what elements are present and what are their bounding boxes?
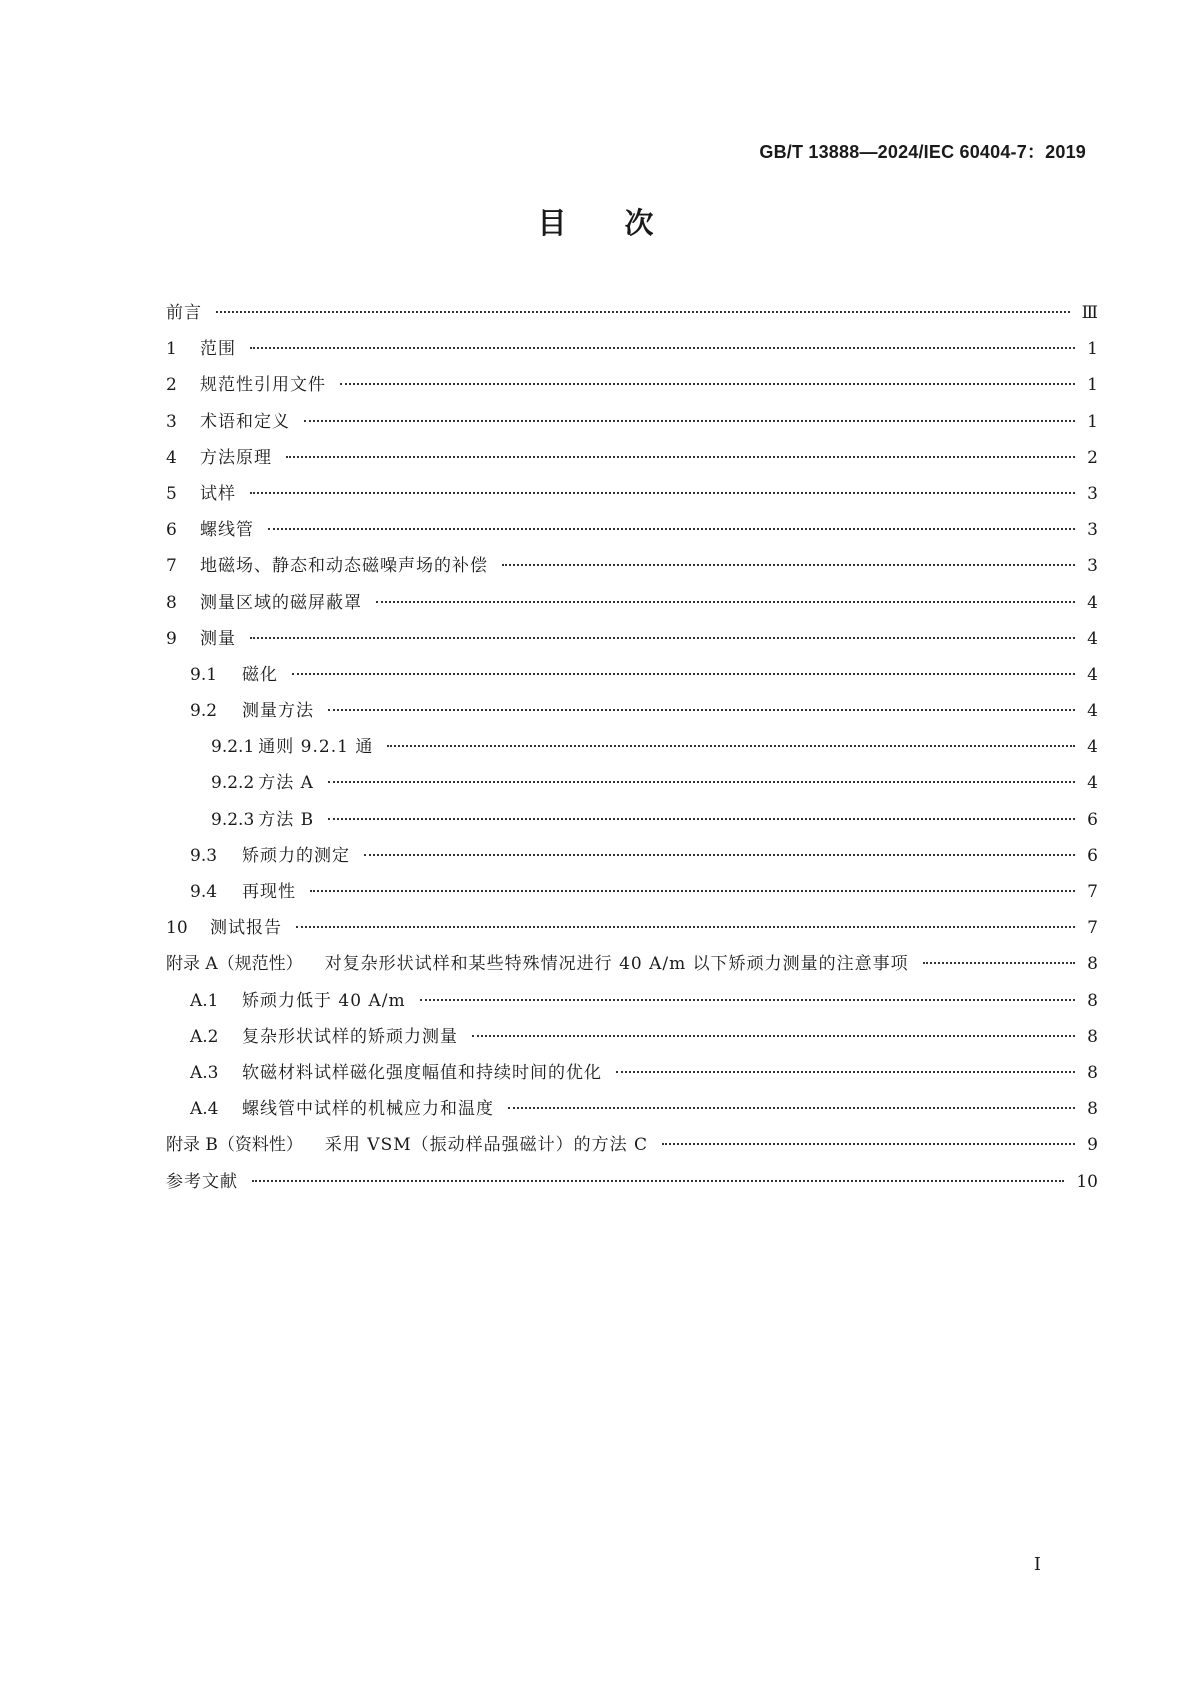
toc-entry-title: 前言	[166, 303, 202, 323]
toc-entry-title: 矫顽力低于 40 A/m	[242, 990, 406, 1011]
toc-entry-title: 参考文献	[166, 1171, 238, 1192]
toc-entry-9-4[interactable]	[166, 881, 1098, 917]
toc-dot-leader	[616, 1071, 1075, 1073]
toc-entry-9[interactable]	[166, 628, 1098, 664]
toc-dot-leader	[250, 637, 1075, 639]
toc-entry-number: 9.2.1	[211, 737, 255, 758]
toc-entry-9-2[interactable]	[166, 700, 1098, 736]
toc-entry-number: 4	[166, 447, 177, 468]
toc-entry-9-2-3[interactable]	[166, 809, 1098, 845]
toc-entry-page: 4	[1087, 701, 1098, 722]
toc-entry-title: 方法原理	[200, 447, 272, 468]
toc-entry-5[interactable]	[166, 483, 1098, 519]
toc-entry-title: 复杂形状试样的矫顽力测量	[242, 1026, 458, 1047]
toc-entry-page: 4	[1087, 664, 1098, 685]
toc-entry-title: 方法 A	[258, 773, 314, 794]
toc-dot-leader	[286, 456, 1075, 458]
toc-dot-leader	[340, 383, 1075, 385]
toc-dot-leader	[923, 962, 1076, 964]
toc-entry-number: A.4	[190, 1099, 219, 1120]
toc-entry-page: 3	[1087, 483, 1098, 504]
toc-entry-number: 9	[166, 628, 177, 649]
toc-entry-a-1[interactable]	[166, 990, 1098, 1026]
standard-code: GB/T 13888—2024/IEC 60404-7：2019	[759, 142, 1086, 162]
page-number: I	[1033, 1554, 1041, 1575]
page-title: 目次	[537, 206, 712, 240]
toc-entry-number: 2	[166, 375, 177, 396]
toc-entry-9-1[interactable]	[166, 664, 1098, 700]
toc-entry-page: 9	[1087, 1135, 1098, 1156]
toc-dot-leader	[250, 347, 1075, 349]
toc-entry-page: 4	[1087, 592, 1098, 613]
toc-entry-number: A.3	[190, 1062, 219, 1083]
toc-entry-number: 9.2	[190, 701, 218, 722]
toc-entry-a-4[interactable]	[166, 1098, 1098, 1134]
toc-entry-title: 磁化	[242, 664, 278, 685]
toc-dot-leader	[502, 564, 1075, 566]
toc-entry-number: 7	[166, 556, 177, 577]
toc-dot-leader	[387, 745, 1075, 747]
toc-dot-leader	[472, 1035, 1075, 1037]
toc-dot-leader	[508, 1107, 1075, 1109]
toc-entry-title: 术语和定义	[200, 411, 290, 432]
toc-entry-page: 3	[1087, 556, 1098, 577]
toc-entry-page: 8	[1087, 1062, 1098, 1083]
toc-entry-title: 地磁场、静态和动态磁噪声场的补偿	[200, 556, 488, 577]
toc-entry-page: 7	[1087, 882, 1098, 902]
toc-entry-title: 螺线管	[200, 520, 254, 541]
toc-entry-page: 1	[1087, 411, 1098, 432]
toc-entry-title: 再现性	[242, 882, 296, 902]
toc-entry-6[interactable]	[166, 519, 1098, 555]
toc-entry-foreword[interactable]	[166, 302, 1098, 338]
toc-dot-leader	[304, 420, 1075, 422]
toc-entry-annex-a[interactable]	[166, 953, 1098, 989]
toc-dot-leader	[292, 673, 1075, 675]
toc-entry-a-2[interactable]	[166, 1026, 1098, 1062]
toc-entry-page: 4	[1087, 737, 1098, 758]
toc-entry-title: 规范性引用文件	[200, 375, 326, 396]
toc-entry-number: 附录 B（资料性）	[166, 1135, 303, 1156]
toc-dot-leader	[268, 528, 1075, 530]
toc-entry-page: 1	[1087, 375, 1098, 396]
toc-dot-leader	[420, 999, 1076, 1001]
toc-entry-page: 4	[1087, 628, 1098, 649]
toc-entry-number: 3	[166, 411, 177, 432]
toc-entry-1[interactable]	[166, 338, 1098, 374]
toc-dot-leader	[296, 926, 1075, 928]
toc-entry-page: 8	[1087, 1026, 1098, 1047]
toc-dot-leader	[252, 1180, 1064, 1182]
toc-entry-9-2-1[interactable]	[166, 736, 1098, 772]
toc-entry-number: 9.1	[190, 664, 218, 685]
toc-entry-title: 对复杂形状试样和某些特殊情况进行 40 A/m 以下矫顽力测量的注意事项	[324, 954, 909, 975]
toc-entry-number: A.2	[190, 1026, 219, 1047]
toc-dot-leader	[310, 890, 1075, 892]
toc-dot-leader	[328, 709, 1075, 711]
toc-entry-number: 10	[166, 918, 188, 939]
toc-entry-9-3[interactable]	[166, 845, 1098, 881]
table-of-contents	[166, 302, 1098, 1207]
toc-entry-title: 试样	[200, 483, 236, 504]
toc-entry-title: 通则 9.2.1 通	[258, 737, 374, 758]
toc-entry-title: 矫顽力的测定	[242, 845, 350, 866]
toc-entry-page: 8	[1087, 954, 1098, 975]
toc-entry-title: 软磁材料试样磁化强度幅值和持续时间的优化	[242, 1062, 602, 1083]
toc-entry-9-2-2[interactable]	[166, 772, 1098, 808]
toc-entry-annex-b[interactable]	[166, 1134, 1098, 1170]
toc-entry-page: 4	[1087, 773, 1098, 794]
toc-entry-title: 测量	[200, 628, 236, 649]
toc-entry-title: 测量区域的磁屏蔽罩	[200, 592, 362, 613]
toc-dot-leader	[328, 818, 1075, 820]
toc-dot-leader	[364, 854, 1075, 856]
toc-entry-title: 范围	[200, 339, 236, 360]
toc-dot-leader	[376, 601, 1075, 603]
toc-entry-page: 10	[1076, 1171, 1098, 1192]
toc-entry-page: 8	[1087, 990, 1098, 1011]
toc-dot-leader	[328, 781, 1075, 783]
toc-entry-page: Ⅲ	[1081, 303, 1098, 323]
toc-entry-page: 1	[1087, 339, 1098, 360]
toc-entry-8[interactable]	[166, 592, 1098, 628]
toc-entry-number: 9.2.3	[211, 809, 255, 830]
toc-entry-number: 9.4	[190, 882, 218, 902]
toc-entry-number: 9.3	[190, 845, 218, 866]
toc-entry-number: 附录 A（规范性）	[166, 954, 303, 975]
toc-entry-page: 3	[1087, 520, 1098, 541]
toc-entry-10[interactable]	[166, 917, 1098, 953]
toc-entry-page: 2	[1087, 447, 1098, 468]
toc-entry-number: A.1	[190, 990, 219, 1011]
toc-entry-title: 方法 B	[258, 809, 315, 830]
toc-entry-number: 8	[166, 592, 177, 613]
toc-entry-page: 8	[1087, 1099, 1098, 1120]
toc-entry-title: 测量方法	[242, 701, 314, 722]
toc-entry-bibliography[interactable]	[166, 1171, 1098, 1207]
toc-entry-3[interactable]	[166, 411, 1098, 447]
toc-entry-page: 6	[1087, 845, 1098, 866]
toc-dot-leader	[216, 311, 1070, 313]
toc-dot-leader	[250, 492, 1075, 494]
toc-entry-2[interactable]	[166, 374, 1098, 410]
toc-dot-leader	[662, 1143, 1075, 1145]
toc-entry-number: 1	[166, 339, 177, 360]
toc-entry-4[interactable]	[166, 447, 1098, 483]
toc-entry-title: 采用 VSM（振动样品强磁计）的方法 C	[324, 1135, 649, 1156]
toc-entry-title: 螺线管中试样的机械应力和温度	[242, 1099, 494, 1120]
toc-entry-a-3[interactable]	[166, 1062, 1098, 1098]
toc-entry-number: 5	[166, 483, 177, 504]
toc-entry-number: 6	[166, 520, 177, 541]
toc-entry-page: 7	[1087, 918, 1098, 939]
toc-entry-title: 测试报告	[210, 918, 282, 939]
toc-entry-number: 9.2.2	[211, 773, 255, 794]
toc-entry-7[interactable]	[166, 555, 1098, 591]
toc-entry-page: 6	[1087, 809, 1098, 830]
